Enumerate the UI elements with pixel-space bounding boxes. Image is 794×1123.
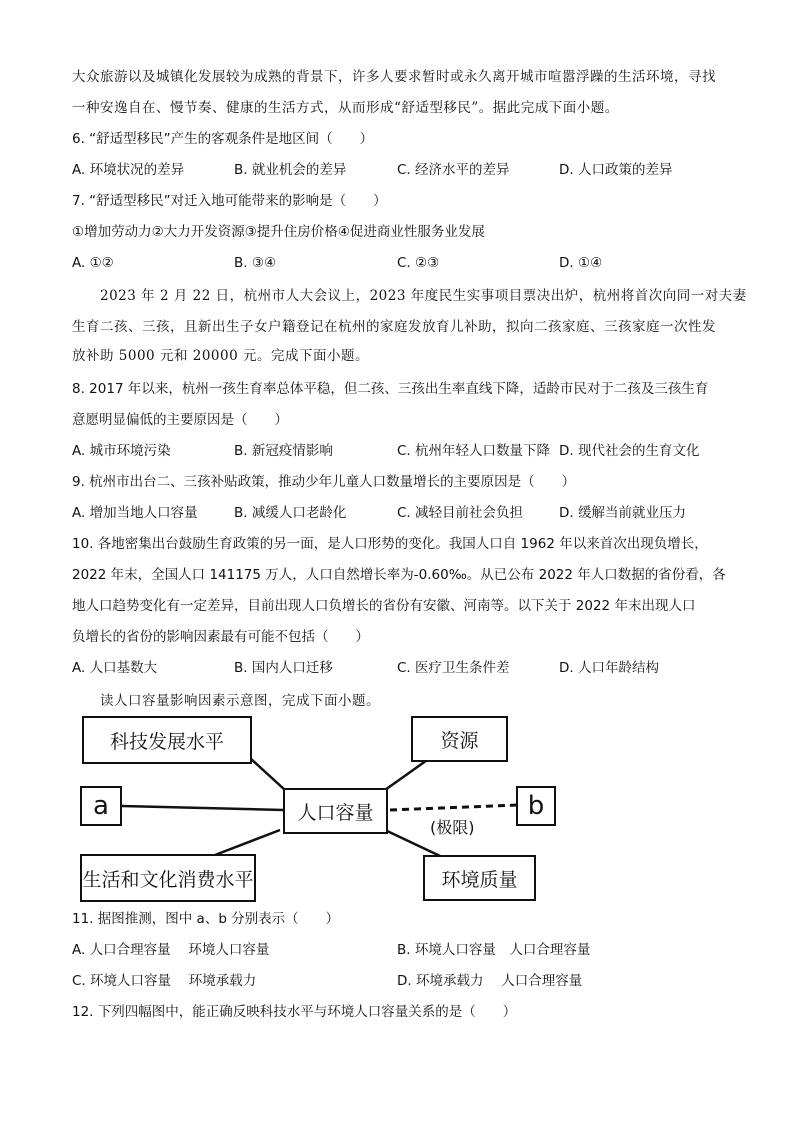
q7-option-a[interactable]: A. ①②: [72, 255, 114, 271]
q10-option-a[interactable]: A. 人口基数大: [72, 660, 158, 676]
question-12-stem: 12. 下列四幅图中，能正确反映科技水平与环境人口容量关系的是（ ）: [72, 1004, 517, 1020]
q11-option-d[interactable]: D. 环境承载力 人口合理容量: [397, 973, 583, 989]
material-2-line-2: 生育二孩、三孩，且新出生子女户籍登记在杭州的家庭发放育儿补助，拟向二孩家庭、三孩家庭一次性发: [72, 319, 716, 335]
q11-option-b[interactable]: B. 环境人口容量 人口合理容量: [397, 942, 591, 958]
q8-option-d[interactable]: D. 现代社会的生育文化: [559, 443, 700, 459]
question-7-items: ①增加劳动力②大力开发资源③提升住房价格④促进商业性服务业发展: [72, 224, 485, 240]
q8-option-b[interactable]: B. 新冠疫情影响: [234, 443, 333, 459]
q9-option-a[interactable]: A. 增加当地人口容量: [72, 505, 198, 521]
q10-option-b[interactable]: B. 国内人口迁移: [234, 660, 333, 676]
question-10-line-4: 负增长的省份的影响因素最有可能不包括（ ）: [72, 629, 369, 645]
q9-option-d[interactable]: D. 缓解当前就业压力: [559, 505, 686, 521]
q6-option-c[interactable]: C. 经济水平的差异: [397, 162, 510, 178]
connector-tech: [250, 758, 285, 790]
q6-option-b[interactable]: B. 就业机会的差异: [234, 162, 347, 178]
diagram-intro: 读人口容量影响因素示意图，完成下面小题。: [100, 693, 380, 709]
q11-option-a[interactable]: A. 人口合理容量 环境人口容量: [72, 942, 270, 958]
q7-option-c[interactable]: C. ②③: [397, 255, 440, 271]
material-2-line-3: 放补助 5000 元和 20000 元。完成下面小题。: [72, 348, 369, 364]
material-2-line-1: 2023 年 2 月 22 日，杭州市人大会议上，2023 年度民生实事项目票决出炉，杭州将首次向同一对夫妻: [100, 288, 747, 304]
question-8-line-1: 8. 2017 年以来，杭州一孩生育率总体平稳，但二孩、三孩出生率直线下降，适龄市民对于二孩及三孩生育: [72, 381, 709, 397]
box-resources: 资源: [411, 716, 508, 762]
box-tech-level: 科技发展水平: [82, 716, 252, 764]
connector-a: [122, 806, 283, 810]
question-7-stem: 7. “舒适型移民”对迁入地可能带来的影响是（ ）: [72, 193, 387, 209]
q6-option-d[interactable]: D. 人口政策的差异: [559, 162, 673, 178]
q8-option-a[interactable]: A. 城市环境污染: [72, 443, 171, 459]
connector-b-dashed: [390, 805, 518, 810]
box-environment-quality: 环境质量: [423, 855, 536, 901]
q9-option-b[interactable]: B. 减缓人口老龄化: [234, 505, 347, 521]
q11-option-c[interactable]: C. 环境人口容量 环境承载力: [72, 973, 257, 989]
box-b: b: [516, 786, 556, 826]
connector-living: [215, 830, 280, 855]
limit-label: (极限): [430, 818, 475, 837]
intro-line-2: 一种安逸自在、慢节奏、健康的生活方式，从而形成“舒适型移民”。据此完成下面小题。: [72, 100, 619, 116]
box-a: a: [80, 786, 122, 826]
q10-option-c[interactable]: C. 医疗卫生条件差: [397, 660, 510, 676]
intro-line-1: 大众旅游以及城镇化发展较为成熟的背景下，许多人要求暂时或永久离开城市喧嚣浮躁的生活环境，寻找: [72, 69, 716, 85]
question-9-stem: 9. 杭州市出台二、三孩补贴政策，推动少年儿童人口数量增长的主要原因是（ ）: [72, 474, 576, 490]
q7-option-b[interactable]: B. ③④: [234, 255, 277, 271]
question-11-stem: 11. 据图推测，图中 a、b 分别表示（ ）: [72, 911, 340, 927]
box-living-standard: 生活和文化消费水平: [80, 854, 256, 902]
question-8-line-2: 意愿明显偏低的主要原因是（ ）: [72, 412, 288, 428]
q8-option-c[interactable]: C. 杭州年轻人口数量下降: [397, 443, 551, 459]
question-10-line-1: 10. 各地密集出台鼓励生育政策的另一面，是人口形势的变化。我国人口自 1962 年以来首次出现负增长，: [72, 536, 708, 552]
box-population-capacity: 人口容量: [283, 788, 388, 834]
question-10-line-3: 地人口趋势变化有一定差异，目前出现人口负增长的省份有安徽、河南等。以下关于 2022 年末出现人口: [72, 598, 696, 614]
question-6-stem: 6. “舒适型移民”产生的客观条件是地区间（ ）: [72, 131, 374, 147]
question-10-line-2: 2022 年末，全国人口 141175 万人，人口自然增长率为-0.60‰。从已公布 2022 年人口数据的省份看，各: [72, 567, 726, 583]
q7-option-d[interactable]: D. ①④: [559, 255, 603, 271]
q10-option-d[interactable]: D. 人口年龄结构: [559, 660, 659, 676]
q9-option-c[interactable]: C. 减轻目前社会负担: [397, 505, 524, 521]
connector-resources: [385, 758, 430, 790]
q6-option-a[interactable]: A. 环境状况的差异: [72, 162, 185, 178]
